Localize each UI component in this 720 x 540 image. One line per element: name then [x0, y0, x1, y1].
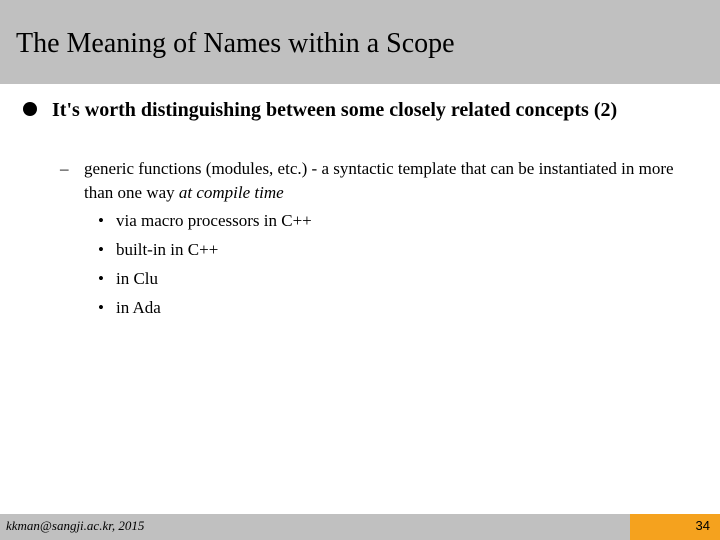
sub-bullet-text: generic functions (modules, etc.) - a syntactic template that can be instantiated in more than one way — [84, 159, 674, 202]
sub-bullet — [84, 157, 684, 205]
footer-email: kkman@sangji.ac.kr, 2015 — [6, 518, 145, 533]
page-number: 34 — [695, 518, 710, 533]
slide-title: The Meaning of Names within a Scope — [16, 28, 455, 59]
main-bullet: It's worth distinguishing between some closely related concepts (2) — [52, 99, 618, 121]
bullet-icon: • — [98, 211, 104, 230]
bullet-dot-icon — [23, 102, 37, 116]
sub-bullet-emphasis: at compile time — [178, 183, 284, 202]
list-item: in Clu — [116, 269, 159, 288]
list-item: in Ada — [116, 298, 161, 317]
bullet-icon: • — [98, 240, 104, 259]
list-item: built-in in C++ — [116, 240, 219, 259]
bullet-icon: • — [98, 298, 104, 317]
bullet-icon: • — [98, 269, 104, 288]
list-item: via macro processors in C++ — [116, 211, 312, 230]
dash-icon: – — [60, 159, 69, 178]
